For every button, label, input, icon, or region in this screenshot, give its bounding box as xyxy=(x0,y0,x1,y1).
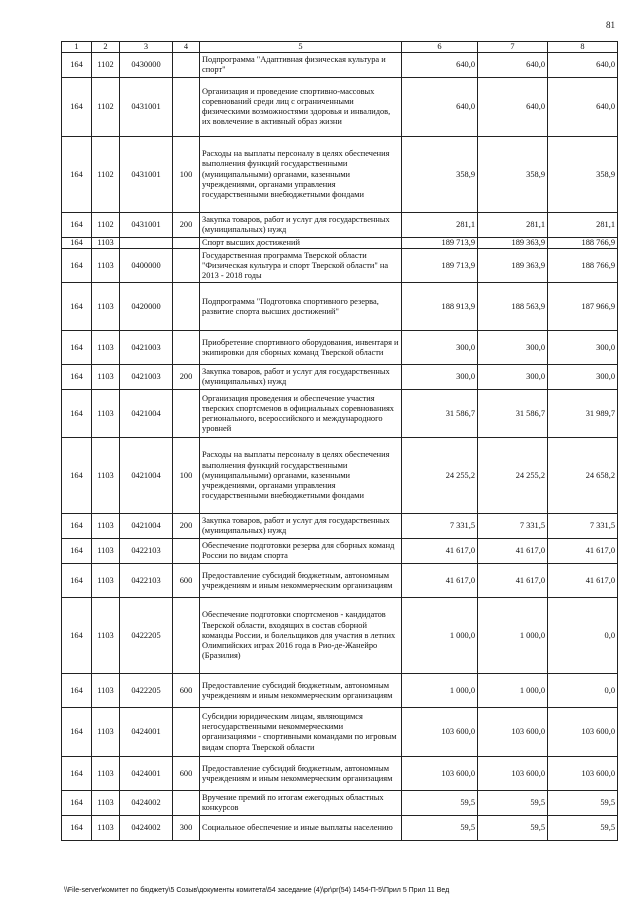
cell-admin-code: 164 xyxy=(62,238,92,249)
cell-amount-col7: 189 363,9 xyxy=(478,249,548,283)
cell-target-code: 0424002 xyxy=(120,791,173,816)
cell-target-code: 0421003 xyxy=(120,365,173,390)
table-row xyxy=(62,539,618,564)
cell-amount-col6: 640,0 xyxy=(402,53,478,78)
cell-amount-col8: 103 600,0 xyxy=(548,708,618,757)
cell-description: Закупка товаров, работ и услуг для государственных (муниципальных) нужд xyxy=(200,365,402,390)
file-path-footer: \\File-server\комитет по бюджету\5 Созыв\документы комитета\54 заседание (4)\pr\pr(54) 1454-П-5\Прил 5 Прил 11 Вед xyxy=(64,887,450,894)
cell-amount-col8: 188 766,9 xyxy=(548,238,618,249)
cell-amount-col6: 31 586,7 xyxy=(402,390,478,438)
cell-amount-col7: 24 255,2 xyxy=(478,438,548,514)
cell-amount-col6: 640,0 xyxy=(402,78,478,137)
cell-amount-col6: 103 600,0 xyxy=(402,708,478,757)
cell-amount-col6: 1 000,0 xyxy=(402,598,478,674)
cell-description: Закупка товаров, работ и услуг для государственных (муниципальных) нужд xyxy=(200,213,402,238)
cell-amount-col8: 281,1 xyxy=(548,213,618,238)
cell-section-code: 1103 xyxy=(92,390,120,438)
cell-amount-col7: 1 000,0 xyxy=(478,598,548,674)
cell-admin-code: 164 xyxy=(62,331,92,365)
cell-amount-col6: 189 713,9 xyxy=(402,238,478,249)
cell-description: Предоставление субсидий бюджетным, автономным учреждениям и иным некоммерческим организациям xyxy=(200,564,402,598)
cell-description: Спорт высших достижений xyxy=(200,238,402,249)
cell-admin-code: 164 xyxy=(62,249,92,283)
table-row xyxy=(62,438,618,514)
cell-description: Закупка товаров, работ и услуг для государственных (муниципальных) нужд xyxy=(200,514,402,539)
cell-target-code: 0422103 xyxy=(120,539,173,564)
cell-admin-code: 164 xyxy=(62,598,92,674)
cell-section-code: 1103 xyxy=(92,514,120,539)
cell-expense-type xyxy=(173,708,200,757)
cell-description: Обеспечение подготовки спортсменов - кандидатов Тверской области, входящих в состав сборной команды России, и болельщиков для участия в летних Олимпийских играх 2016 года в Рио-де-Жанейро (Бразилия) xyxy=(200,598,402,674)
cell-amount-col8: 59,5 xyxy=(548,816,618,841)
cell-amount-col8: 24 658,2 xyxy=(548,438,618,514)
cell-amount-col7: 300,0 xyxy=(478,331,548,365)
table-row xyxy=(62,757,618,791)
table-row xyxy=(62,708,618,757)
cell-amount-col7: 7 331,5 xyxy=(478,514,548,539)
cell-description: Предоставление субсидий бюджетным, автономным учреждениям и иным некоммерческим организациям xyxy=(200,757,402,791)
cell-amount-col8: 7 331,5 xyxy=(548,514,618,539)
cell-amount-col6: 41 617,0 xyxy=(402,564,478,598)
cell-expense-type: 300 xyxy=(173,816,200,841)
table-row xyxy=(62,365,618,390)
cell-description: Приобретение спортивного оборудования, инвентаря и экипировки для сборных команд Тверской области xyxy=(200,331,402,365)
cell-target-code: 0422103 xyxy=(120,564,173,598)
cell-amount-col7: 300,0 xyxy=(478,365,548,390)
cell-amount-col8: 640,0 xyxy=(548,53,618,78)
cell-admin-code: 164 xyxy=(62,539,92,564)
cell-section-code: 1102 xyxy=(92,137,120,213)
cell-admin-code: 164 xyxy=(62,791,92,816)
cell-amount-col6: 281,1 xyxy=(402,213,478,238)
column-number: 1 xyxy=(62,42,92,53)
cell-description: Обеспечение подготовки резерва для сборных команд России по видам спорта xyxy=(200,539,402,564)
cell-expense-type xyxy=(173,390,200,438)
cell-amount-col8: 0,0 xyxy=(548,598,618,674)
table-row xyxy=(62,238,618,249)
cell-admin-code: 164 xyxy=(62,365,92,390)
cell-expense-type xyxy=(173,53,200,78)
cell-amount-col7: 103 600,0 xyxy=(478,757,548,791)
cell-section-code: 1102 xyxy=(92,213,120,238)
table-row xyxy=(62,514,618,539)
cell-amount-col7: 640,0 xyxy=(478,78,548,137)
cell-target-code: 0431001 xyxy=(120,137,173,213)
cell-expense-type: 100 xyxy=(173,438,200,514)
cell-admin-code: 164 xyxy=(62,564,92,598)
cell-admin-code: 164 xyxy=(62,283,92,331)
cell-admin-code: 164 xyxy=(62,137,92,213)
table-row xyxy=(62,390,618,438)
cell-expense-type xyxy=(173,598,200,674)
cell-section-code: 1103 xyxy=(92,598,120,674)
cell-target-code: 0421003 xyxy=(120,331,173,365)
cell-description: Субсидии юридическим лицам, являющимся негосударственными некоммерческими организациями - спортивными командами по игровым видам спорта Тверской области xyxy=(200,708,402,757)
cell-section-code: 1102 xyxy=(92,53,120,78)
table-row xyxy=(62,331,618,365)
table-row xyxy=(62,283,618,331)
cell-amount-col6: 41 617,0 xyxy=(402,539,478,564)
cell-target-code: 0420000 xyxy=(120,283,173,331)
cell-amount-col8: 103 600,0 xyxy=(548,757,618,791)
budget-table xyxy=(61,41,618,841)
cell-description: Организация и проведение спортивно-массовых соревнований среди лиц с ограниченными физическими возможностями здоровья и инвалидов, их вовлечение в активный образ жизни xyxy=(200,78,402,137)
cell-expense-type: 600 xyxy=(173,757,200,791)
cell-amount-col8: 300,0 xyxy=(548,365,618,390)
cell-expense-type: 600 xyxy=(173,674,200,708)
table-row xyxy=(62,137,618,213)
cell-amount-col6: 189 713,9 xyxy=(402,249,478,283)
cell-expense-type xyxy=(173,78,200,137)
cell-expense-type xyxy=(173,539,200,564)
cell-admin-code: 164 xyxy=(62,53,92,78)
cell-section-code: 1102 xyxy=(92,78,120,137)
cell-expense-type: 200 xyxy=(173,213,200,238)
cell-amount-col6: 7 331,5 xyxy=(402,514,478,539)
cell-admin-code: 164 xyxy=(62,438,92,514)
cell-description: Социальное обеспечение и иные выплаты населению xyxy=(200,816,402,841)
cell-section-code: 1103 xyxy=(92,791,120,816)
column-number-row xyxy=(62,42,618,53)
cell-expense-type: 100 xyxy=(173,137,200,213)
cell-amount-col7: 358,9 xyxy=(478,137,548,213)
cell-amount-col7: 189 363,9 xyxy=(478,238,548,249)
cell-description: Расходы на выплаты персоналу в целях обеспечения выполнения функций государственными (муниципальными) органами, казенными учреждениями, органами управления государственными внебюджетными фондами xyxy=(200,137,402,213)
cell-section-code: 1103 xyxy=(92,283,120,331)
cell-target-code: 0421004 xyxy=(120,390,173,438)
cell-amount-col6: 24 255,2 xyxy=(402,438,478,514)
cell-amount-col6: 358,9 xyxy=(402,137,478,213)
cell-description: Предоставление субсидий бюджетным, автономным учреждениям и иным некоммерческим организациям xyxy=(200,674,402,708)
cell-description: Организация проведения и обеспечение участия тверских спортсменов в официальных соревнованиях регионального, всероссийского и международного уровней xyxy=(200,390,402,438)
table-row xyxy=(62,674,618,708)
cell-expense-type xyxy=(173,283,200,331)
cell-section-code: 1103 xyxy=(92,238,120,249)
cell-target-code: 0421004 xyxy=(120,514,173,539)
cell-amount-col6: 59,5 xyxy=(402,791,478,816)
table-row xyxy=(62,213,618,238)
cell-amount-col7: 1 000,0 xyxy=(478,674,548,708)
cell-amount-col7: 281,1 xyxy=(478,213,548,238)
cell-target-code: 0400000 xyxy=(120,249,173,283)
cell-amount-col6: 1 000,0 xyxy=(402,674,478,708)
cell-amount-col6: 59,5 xyxy=(402,816,478,841)
table-row xyxy=(62,598,618,674)
cell-section-code: 1103 xyxy=(92,564,120,598)
cell-amount-col7: 59,5 xyxy=(478,816,548,841)
cell-amount-col6: 300,0 xyxy=(402,331,478,365)
cell-admin-code: 164 xyxy=(62,816,92,841)
column-number: 2 xyxy=(92,42,120,53)
cell-target-code: 0424001 xyxy=(120,708,173,757)
cell-description: Вручение премий по итогам ежегодных областных конкурсов xyxy=(200,791,402,816)
cell-amount-col8: 31 989,7 xyxy=(548,390,618,438)
cell-expense-type xyxy=(173,249,200,283)
cell-description: Подпрограмма "Подготовка спортивного резерва, развитие спорта высших достижений" xyxy=(200,283,402,331)
table-row xyxy=(62,816,618,841)
table-row xyxy=(62,53,618,78)
column-number: 8 xyxy=(548,42,618,53)
cell-section-code: 1103 xyxy=(92,674,120,708)
cell-target-code: 0424002 xyxy=(120,816,173,841)
cell-admin-code: 164 xyxy=(62,708,92,757)
cell-expense-type xyxy=(173,791,200,816)
cell-section-code: 1103 xyxy=(92,816,120,841)
cell-target-code: 0422205 xyxy=(120,598,173,674)
cell-section-code: 1103 xyxy=(92,365,120,390)
column-number: 4 xyxy=(173,42,200,53)
cell-expense-type xyxy=(173,238,200,249)
cell-amount-col8: 300,0 xyxy=(548,331,618,365)
table-row xyxy=(62,564,618,598)
cell-admin-code: 164 xyxy=(62,390,92,438)
cell-description: Расходы на выплаты персоналу в целях обеспечения выполнения функций государственными (муниципальными) органами, казенными учреждениями, органами управления государственными внебюджетными фондами xyxy=(200,438,402,514)
cell-amount-col6: 300,0 xyxy=(402,365,478,390)
cell-description: Подпрограмма "Адаптивная физическая культура и спорт" xyxy=(200,53,402,78)
cell-target-code: 0430000 xyxy=(120,53,173,78)
column-number: 3 xyxy=(120,42,173,53)
cell-section-code: 1103 xyxy=(92,539,120,564)
cell-admin-code: 164 xyxy=(62,674,92,708)
cell-amount-col7: 640,0 xyxy=(478,53,548,78)
cell-amount-col7: 31 586,7 xyxy=(478,390,548,438)
cell-amount-col8: 59,5 xyxy=(548,791,618,816)
cell-amount-col7: 103 600,0 xyxy=(478,708,548,757)
table-row xyxy=(62,791,618,816)
cell-expense-type: 200 xyxy=(173,365,200,390)
cell-expense-type: 200 xyxy=(173,514,200,539)
cell-target-code xyxy=(120,238,173,249)
cell-amount-col7: 41 617,0 xyxy=(478,564,548,598)
cell-section-code: 1103 xyxy=(92,708,120,757)
cell-section-code: 1103 xyxy=(92,438,120,514)
cell-admin-code: 164 xyxy=(62,514,92,539)
cell-amount-col6: 188 913,9 xyxy=(402,283,478,331)
cell-amount-col7: 59,5 xyxy=(478,791,548,816)
cell-amount-col7: 188 563,9 xyxy=(478,283,548,331)
table-row xyxy=(62,249,618,283)
cell-target-code: 0431001 xyxy=(120,78,173,137)
cell-target-code: 0422205 xyxy=(120,674,173,708)
cell-description: Государственная программа Тверской области "Физическая культура и спорт Тверской области" на 2013 - 2018 годы xyxy=(200,249,402,283)
column-number: 5 xyxy=(200,42,402,53)
cell-target-code: 0424001 xyxy=(120,757,173,791)
table-row xyxy=(62,78,618,137)
cell-amount-col6: 103 600,0 xyxy=(402,757,478,791)
cell-amount-col8: 640,0 xyxy=(548,78,618,137)
cell-amount-col8: 358,9 xyxy=(548,137,618,213)
cell-section-code: 1103 xyxy=(92,757,120,791)
cell-target-code: 0431001 xyxy=(120,213,173,238)
cell-amount-col8: 0,0 xyxy=(548,674,618,708)
cell-amount-col8: 187 966,9 xyxy=(548,283,618,331)
cell-admin-code: 164 xyxy=(62,78,92,137)
cell-admin-code: 164 xyxy=(62,757,92,791)
column-number: 6 xyxy=(402,42,478,53)
cell-amount-col7: 41 617,0 xyxy=(478,539,548,564)
page-number: 81 xyxy=(606,20,615,30)
cell-section-code: 1103 xyxy=(92,331,120,365)
cell-section-code: 1103 xyxy=(92,249,120,283)
cell-expense-type: 600 xyxy=(173,564,200,598)
column-number: 7 xyxy=(478,42,548,53)
cell-amount-col8: 41 617,0 xyxy=(548,539,618,564)
cell-amount-col8: 188 766,9 xyxy=(548,249,618,283)
cell-admin-code: 164 xyxy=(62,213,92,238)
cell-amount-col8: 41 617,0 xyxy=(548,564,618,598)
cell-expense-type xyxy=(173,331,200,365)
cell-target-code: 0421004 xyxy=(120,438,173,514)
